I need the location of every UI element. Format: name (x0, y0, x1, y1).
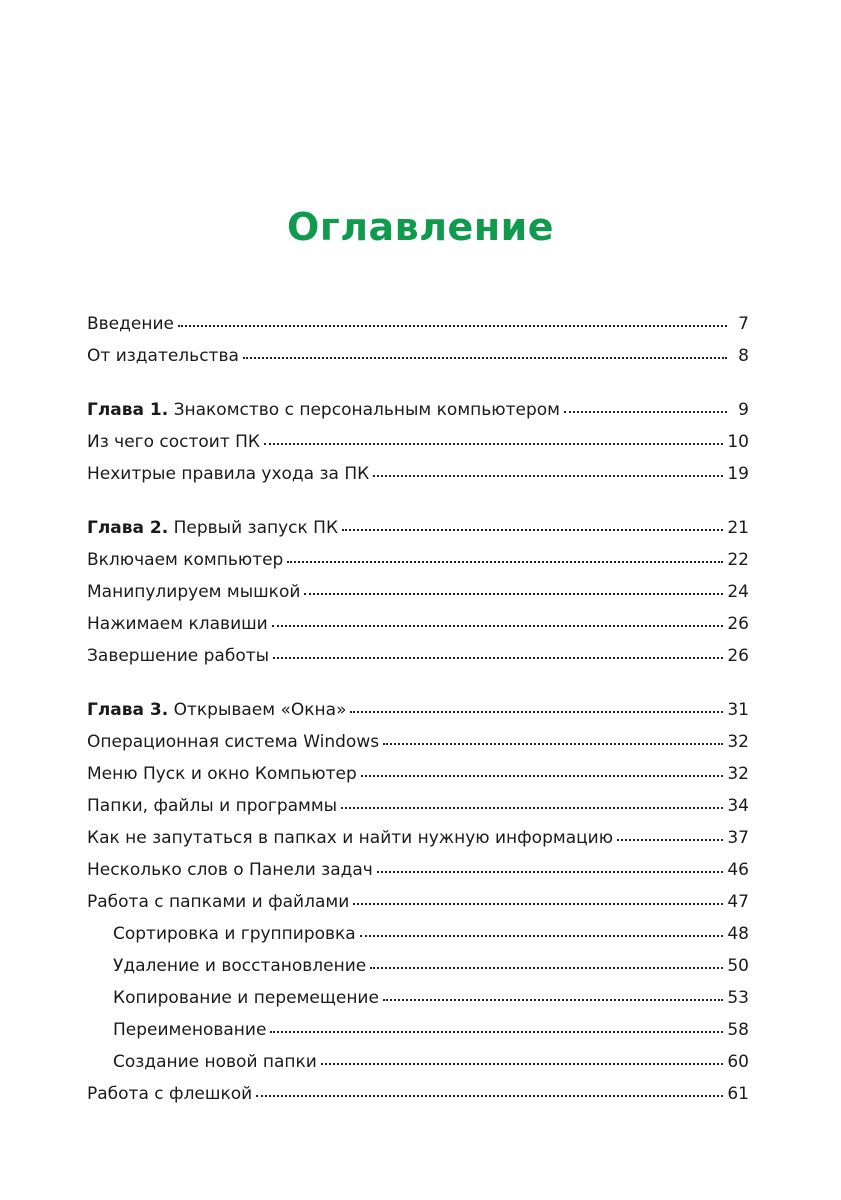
toc-entry[interactable] (87, 858, 749, 882)
toc-page-number: 32 (727, 764, 749, 784)
dot-leader (287, 561, 723, 563)
toc-page-number: 19 (727, 464, 749, 484)
dot-leader (341, 807, 723, 809)
toc-entry-label: Завершение работы (87, 646, 270, 666)
toc-page-number: 60 (727, 1052, 749, 1072)
dot-leader (361, 775, 724, 777)
toc-page-number: 53 (727, 988, 749, 1008)
toc-page-number: 9 (738, 400, 749, 420)
toc-entry-label: Как не запутаться в папках и найти нужную информацию (87, 828, 614, 848)
toc-entry-label: Нехитрые правила ухода за ПК (87, 464, 370, 484)
toc-entry[interactable] (87, 612, 749, 636)
dot-leader (321, 1063, 724, 1065)
toc-page-number: 47 (727, 892, 749, 912)
toc-entry-chapter-1[interactable] (87, 398, 749, 422)
toc-subentry[interactable] (113, 922, 749, 946)
toc-page-number: 7 (738, 314, 749, 334)
toc-entry[interactable] (87, 762, 749, 786)
toc-entry[interactable] (87, 794, 749, 818)
dot-leader (564, 411, 727, 413)
toc-entry-label: Переименование (113, 1020, 267, 1040)
dot-leader (383, 743, 723, 745)
toc-page-number: 10 (727, 432, 749, 452)
toc-page-number: 26 (727, 646, 749, 666)
dot-leader (370, 967, 723, 969)
dot-leader (350, 711, 723, 713)
toc-entry-label: Удаление и восстановление (113, 956, 367, 976)
chapter-title: Первый запуск ПК (173, 518, 339, 538)
toc-entry[interactable] (87, 730, 749, 754)
toc-entry[interactable] (87, 430, 749, 454)
toc-subentry[interactable] (113, 986, 749, 1010)
dot-leader (353, 903, 723, 905)
toc-page-number: 50 (727, 956, 749, 976)
dot-leader (373, 475, 723, 477)
toc-entry-chapter-2[interactable] (87, 516, 749, 540)
toc-entry-label: Операционная система Windows (87, 732, 380, 752)
dot-leader (256, 1095, 723, 1097)
dot-leader (377, 871, 724, 873)
dot-leader (383, 999, 723, 1001)
toc-entry-label: Папки, файлы и программы (87, 796, 338, 816)
toc-entry[interactable] (87, 644, 749, 668)
dot-leader (342, 529, 723, 531)
toc-page-number: 34 (727, 796, 749, 816)
page-title: Оглавление (287, 205, 554, 250)
toc-page-number: 58 (727, 1020, 749, 1040)
toc-entry-label: Из чего состоит ПК (87, 432, 261, 452)
chapter-title: Знакомство с персональным компьютером (173, 400, 560, 420)
toc-entry-chapter-3[interactable] (87, 698, 749, 722)
dot-leader (243, 357, 727, 359)
toc-entry-label (87, 516, 338, 540)
toc-entry-label: Меню Пуск и окно Компьютер (87, 764, 357, 784)
toc-entry[interactable] (87, 826, 749, 850)
toc-entry-label: Нажимаем клавиши (87, 614, 268, 634)
dot-leader (272, 625, 724, 627)
toc-page-number: 46 (727, 860, 749, 880)
dot-leader (270, 1031, 723, 1033)
toc-subentry[interactable] (113, 1050, 749, 1074)
toc-entry-label: Копирование и перемещение (113, 988, 379, 1008)
dot-leader (304, 593, 723, 595)
toc-page-number: 37 (727, 828, 749, 848)
dot-leader (617, 839, 723, 841)
toc-entry-introduction[interactable] (87, 312, 749, 336)
toc-entry-from-publisher[interactable] (87, 344, 749, 368)
dot-leader (360, 935, 724, 937)
toc-page-number: 8 (738, 346, 749, 366)
toc-entry-label: Работа с флешкой (87, 1084, 253, 1104)
chapter-number: Глава 2. (87, 518, 169, 538)
toc-entry[interactable] (87, 1082, 749, 1106)
toc-page-number: 21 (727, 518, 749, 538)
toc-entry-label: Создание новой папки (113, 1052, 317, 1072)
toc-subentry[interactable] (113, 1018, 749, 1042)
toc-page-number: 31 (727, 700, 749, 720)
chapter-number: Глава 3. (87, 700, 169, 720)
toc-page-number: 26 (727, 614, 749, 634)
chapter-number: Глава 1. (87, 400, 169, 420)
toc-page-number: 61 (727, 1084, 749, 1104)
toc-page-number: 22 (727, 550, 749, 570)
toc-entry-label: Введение (87, 314, 174, 334)
toc-subentry[interactable] (113, 954, 749, 978)
toc-entry-label: Несколько слов о Панели задач (87, 860, 373, 880)
toc-entry[interactable] (87, 890, 749, 914)
toc-entry-label: Сортировка и группировка (113, 924, 356, 944)
dot-leader (178, 325, 727, 327)
toc-entry[interactable] (87, 548, 749, 572)
toc-entry[interactable] (87, 580, 749, 604)
toc-page-number: 32 (727, 732, 749, 752)
toc-entry-label (87, 398, 560, 422)
chapter-title: Открываем «Окна» (173, 700, 347, 720)
toc-entry-label: От издательства (87, 346, 239, 366)
dot-leader (264, 443, 723, 445)
toc-entry-label (87, 698, 346, 722)
toc-entry-label: Работа с папками и файлами (87, 892, 350, 912)
toc-entry-label: Манипулируем мышкой (87, 582, 301, 602)
toc-page-number: 48 (727, 924, 749, 944)
dot-leader (273, 657, 723, 659)
toc-entry[interactable] (87, 462, 749, 486)
toc-page-number: 24 (727, 582, 749, 602)
toc-entry-label: Включаем компьютер (87, 550, 284, 570)
